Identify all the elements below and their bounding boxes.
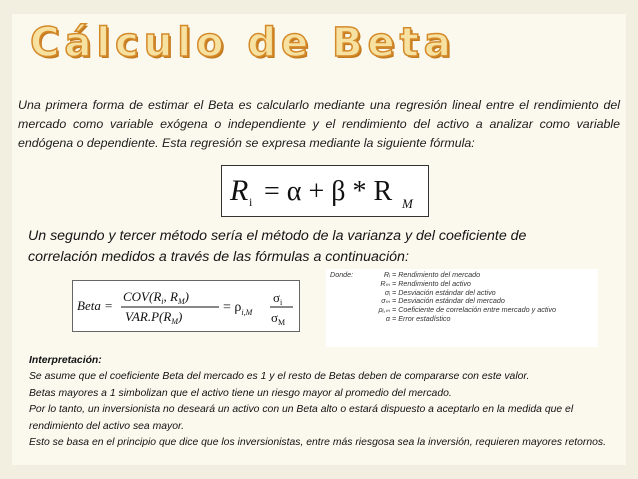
sigma-i: $\sigma_i$ [273,290,283,307]
legend-row: α = Error estadístico [385,313,451,323]
formula-ri-sub: i [249,195,253,209]
formula-rm-sub: M [402,196,413,211]
interpretation-heading: Interpretación: [29,355,102,366]
interpretation-line: Se asume que el coeficiente Beta del mercado es 1 y el resto de Betas deben de compararse con este valor. [29,371,530,383]
legend-row: σₘ = Desviación estándar del mercado [381,296,505,306]
method-paragraph: Un segundo y tercer método sería el método de la varianza y del coeficiente de correlación medidos a través de las fórmulas a continuación: [28,228,527,265]
legend-row: Rᵢ = Rendimiento del mercado [383,270,481,279]
sigma-m: $\sigma_M$ [271,310,286,327]
legend-row: Rₘ = Rendimiento del activo [380,278,471,288]
legend-rows [364,271,556,324]
regression-formula [221,165,429,217]
variance-formula [72,280,300,332]
formula-rhs: = α + β * R [264,176,393,207]
interpretation-line: Betas mayores a 1 simbolizan que el activo tiene un riesgo mayor al promedio del mercado. [29,387,452,399]
variable-legend [326,269,598,347]
var-denominator: $VAR.P(R_M)$ [125,309,183,326]
rho-symbol: = $\rho_{i,M}$ [223,300,253,317]
interpretation-line: Esto se basa en el principio que dice que los inversionistas, entre más riesgosa sea la inversión, requieren mayores retornos. [29,437,606,449]
interpretation-line: Por lo tanto, un inversionista no deseará un activo con un Beta alto o estará dispuesto a aceptarlo en la medida que el rendimiento del activo sea mayor. [29,404,574,432]
interpretation-block [29,353,619,451]
slide-title: Cálculo de Beta [30,20,456,66]
cov-numerator: $COV(R_i$, $R_M$) [123,289,189,306]
legend-row: ρᵢ,ₘ = Coeficiente de correlación entre mercado y activo [378,305,556,315]
intro-paragraph: Una primera forma de estimar el Beta es calcularlo mediante una regresión lineal entre el rendimiento del mercado como variable exógena o independiente y el rendimiento del activo a analizar como variable endógena o dependiente. Esta regresión se expresa mediante la siguiente fórmula: [18,98,620,150]
legend-label: Donde: [330,270,354,279]
beta-label: Beta = [77,298,113,313]
formula-ri: R [230,174,249,207]
legend-row: σᵢ = Desviación estándar del activo [384,287,496,297]
